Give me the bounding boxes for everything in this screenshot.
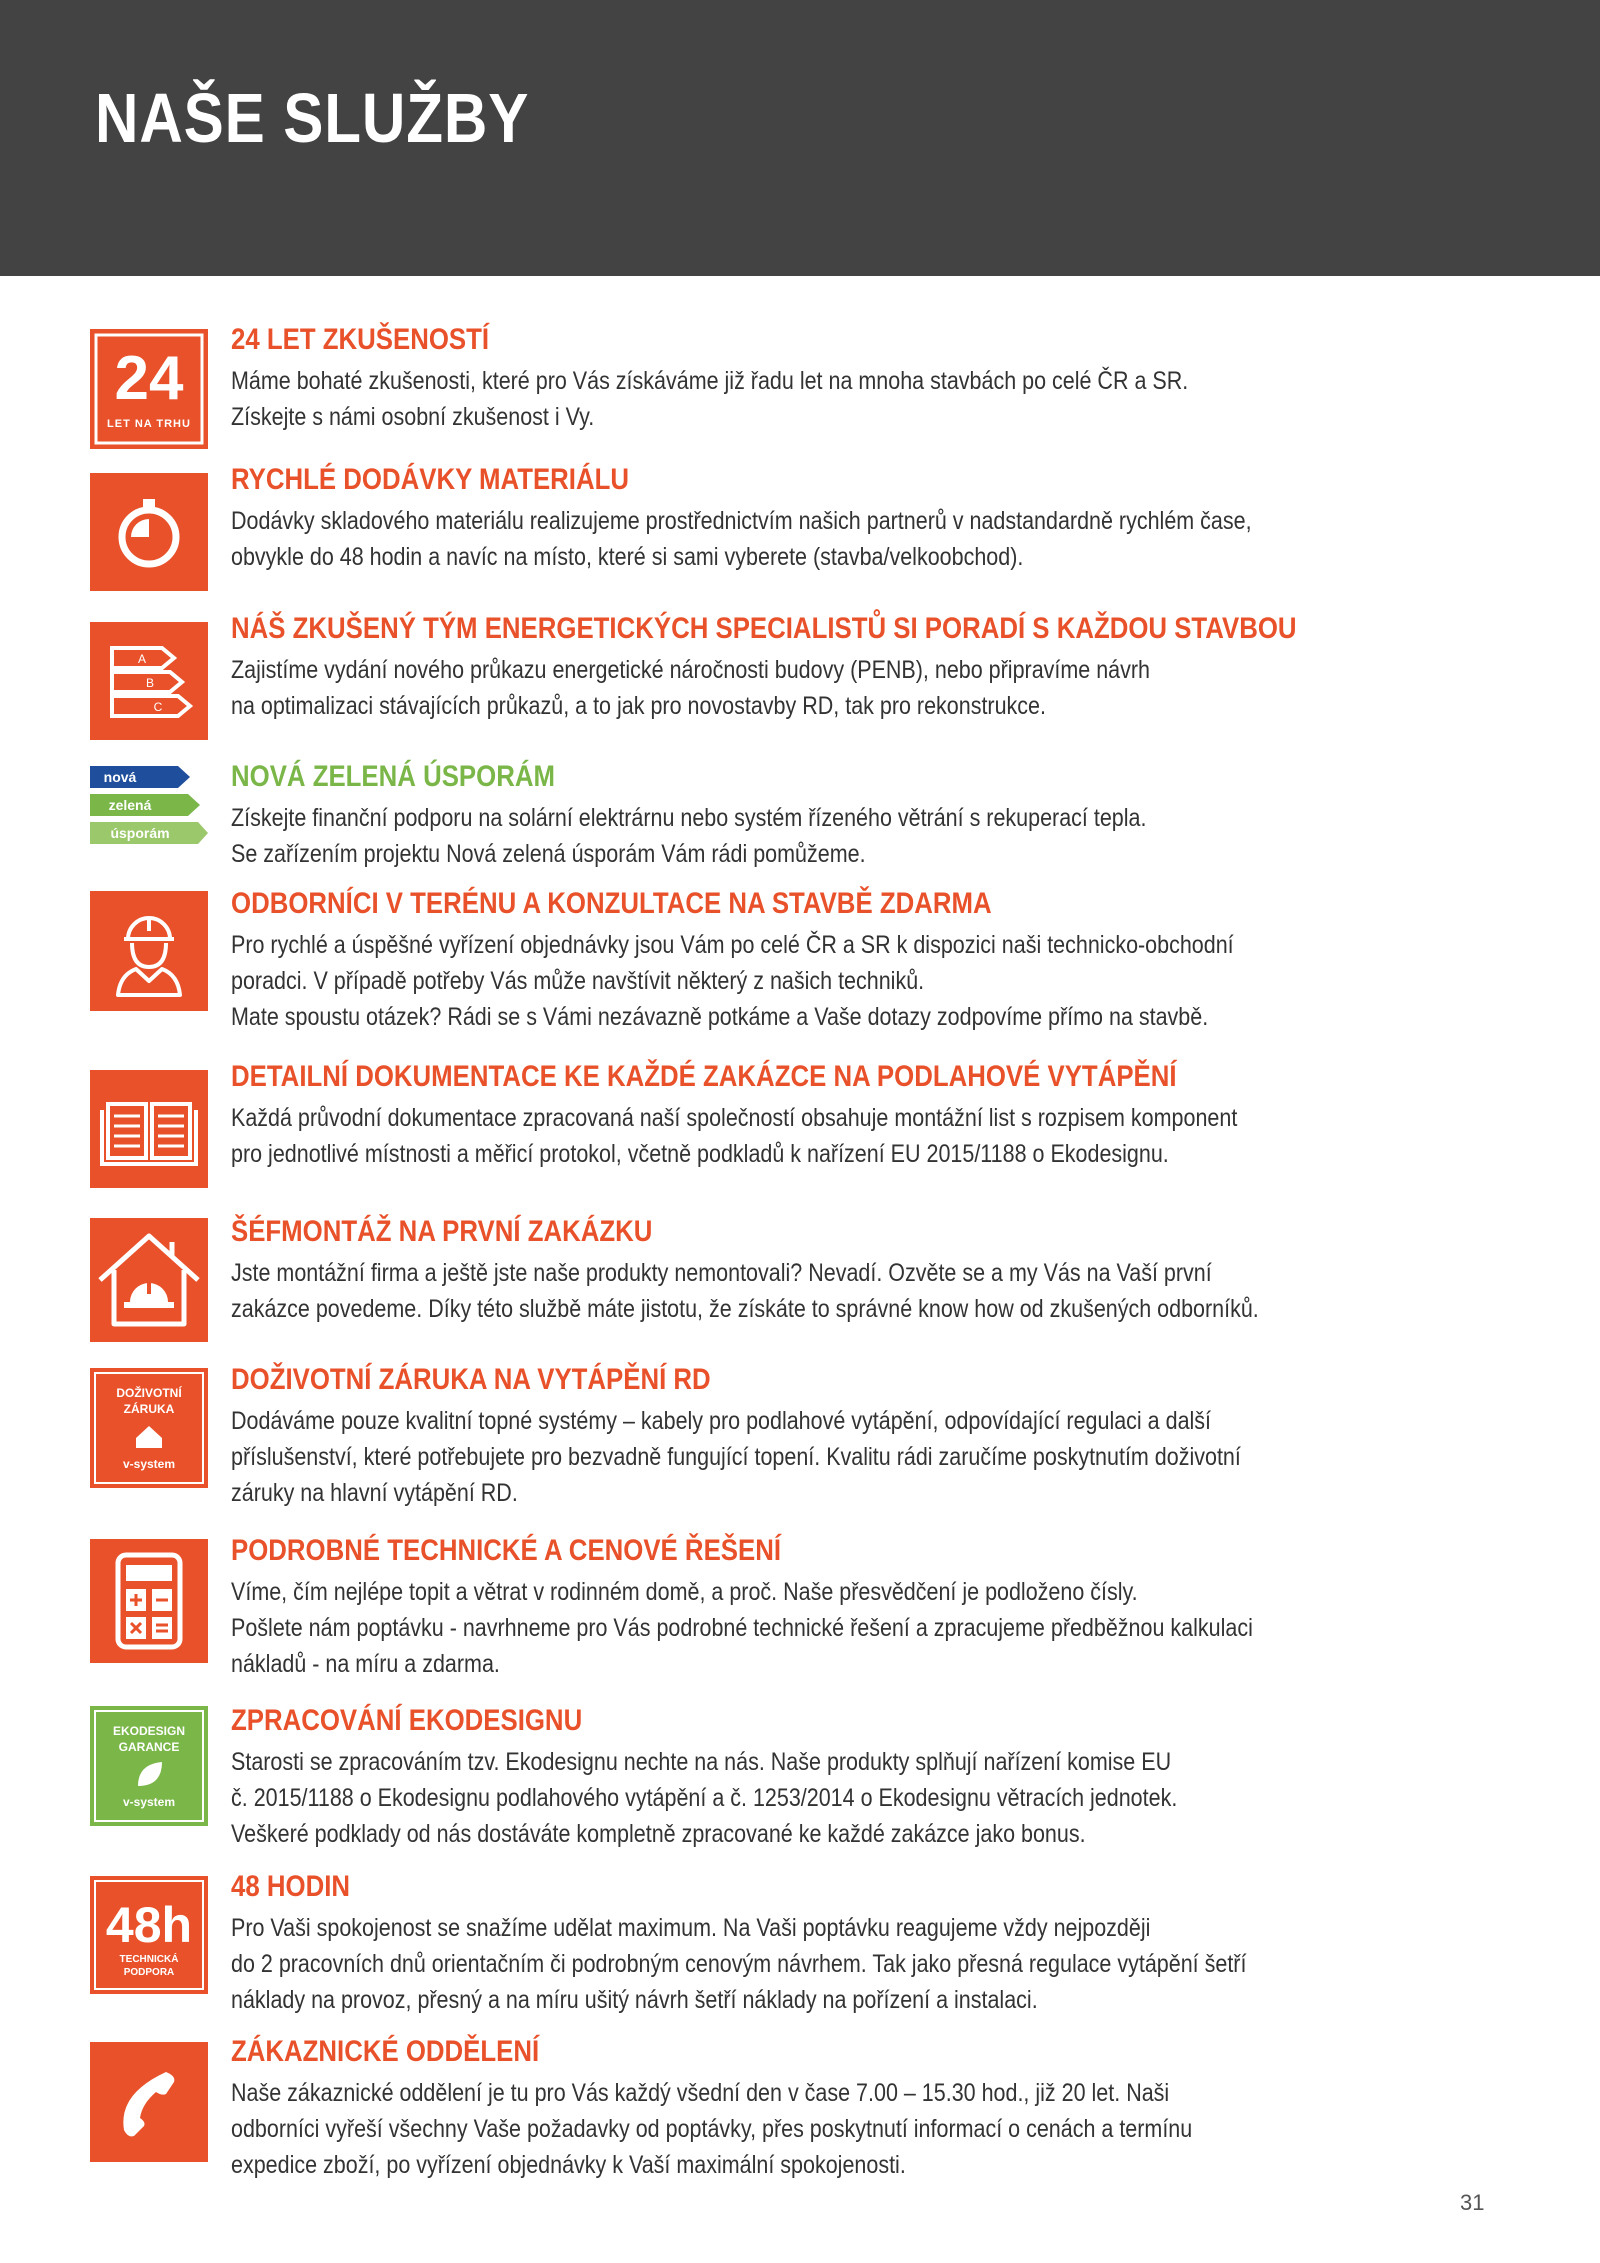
service-text bbox=[231, 1704, 1481, 1852]
icon-label: 48h bbox=[105, 1897, 193, 1953]
icon-label: nová bbox=[103, 769, 137, 785]
service-description-line: odborníci vyřeší všechny Vaše požadavky od poptávky, přes poskytnutí informací o cenách a termínu bbox=[231, 2115, 1193, 2143]
service-text bbox=[231, 887, 1481, 1035]
service-description-line: Pošlete nám poptávku - navrhneme pro Vás podrobné technické řešení a zpracujeme předběžnou kalkulaci bbox=[231, 1614, 1253, 1642]
service-description-line: zakázce povedeme. Díky této službě máte jistotu, že získáte to správné know how od zkušených odborníků. bbox=[231, 1295, 1259, 1323]
service-description-line: Víme, čím nejlépe topit a větrat v rodinném domě, a proč. Naše přesvědčení je podloženo čísly. bbox=[231, 1578, 1138, 1606]
icon-label: DOŽIVOTNÍ bbox=[116, 1386, 182, 1400]
service-description bbox=[231, 800, 1487, 872]
icon-label: v-system bbox=[122, 1457, 176, 1471]
technician-icon bbox=[90, 891, 208, 1011]
service-description bbox=[231, 503, 1487, 575]
service-description-line: Získejte finanční podporu na solární elektrárnu nebo systém řízeného větrání s rekuperací tepla. bbox=[231, 804, 1147, 832]
service-text bbox=[231, 1215, 1481, 1327]
icon-label: zelená bbox=[108, 797, 152, 813]
service-text bbox=[231, 760, 1481, 872]
service-description-line: příslušenství, které potřebujete pro bezvadně fungující topení. Kvalitu rádi zaručíme poskytnutím doživotní bbox=[231, 1443, 1241, 1471]
service-description bbox=[231, 1255, 1487, 1327]
service-title: ŠÉFMONTÁŽ NA PRVNÍ ZAKÁZKU bbox=[231, 1215, 653, 1248]
service-text bbox=[231, 1363, 1481, 1511]
service-description-line: nákladů - na míru a zdarma. bbox=[231, 1650, 500, 1678]
service-text bbox=[231, 612, 1481, 724]
service-title: RYCHLÉ DODÁVKY MATERIÁLU bbox=[231, 463, 630, 496]
service-description-line: záruky na hlavní vytápění RD. bbox=[231, 1479, 518, 1507]
icon-label: C bbox=[153, 700, 163, 714]
icon-label: ZÁRUKA bbox=[123, 1402, 175, 1416]
service-description-line: Naše zákaznické oddělení je tu pro Vás každý všední den v čase 7.00 – 15.30 hod., již 20 let. Naši bbox=[231, 2079, 1170, 2107]
service-description bbox=[231, 1744, 1487, 1852]
ecodesign-badge-icon bbox=[90, 1706, 208, 1826]
service-description bbox=[231, 1100, 1487, 1172]
service-description-line: č. 2015/1188 o Ekodesignu podlahového vytápění a č. 1253/2014 o Ekodesignu větracích jednotek. bbox=[231, 1784, 1178, 1812]
service-description-line: Zajistíme vydání nového průkazu energetické náročnosti budovy (PENB), nebo připravíme návrh bbox=[231, 656, 1151, 684]
service-title: ZPRACOVÁNÍ EKODESIGNU bbox=[231, 1704, 583, 1737]
service-title: ODBORNÍCI V TERÉNU A KONZULTACE NA STAVBĚ ZDARMA bbox=[231, 887, 992, 920]
service-description-line: Mate spoustu otázek? Rádi se s Vámi nezávazně potkáme a Vaše dotazy zodpovíme přímo na stavbě. bbox=[231, 1003, 1209, 1031]
service-title: NOVÁ ZELENÁ ÚSPORÁM bbox=[231, 760, 555, 793]
service-text bbox=[231, 1534, 1481, 1682]
service-description-line: Dodávky skladového materiálu realizujeme prostřednictvím našich partnerů v nadstandardně rychlém čase, bbox=[231, 507, 1252, 535]
service-description bbox=[231, 363, 1487, 435]
icon-label: EKODESIGN bbox=[112, 1724, 186, 1738]
service-text bbox=[231, 1060, 1481, 1172]
service-description-line: Získejte s námi osobní zkušenost i Vy. bbox=[231, 403, 595, 431]
service-title: NÁŠ ZKUŠENÝ TÝM ENERGETICKÝCH SPECIALISTŮ SI PORADÍ S KAŽDOU STAVBOU bbox=[231, 612, 1297, 645]
service-title: DETAILNÍ DOKUMENTACE KE KAŽDÉ ZAKÁZCE NA PODLAHOVÉ VYTÁPĚNÍ bbox=[231, 1060, 1177, 1093]
service-title: 24 LET ZKUŠENOSTÍ bbox=[231, 323, 490, 356]
page-title: NAŠE SLUŽBY bbox=[95, 79, 530, 157]
icon-label: PODPORA bbox=[123, 1967, 175, 1978]
energy-label-icon bbox=[90, 622, 208, 740]
service-text bbox=[231, 463, 1481, 575]
warranty-badge-icon bbox=[90, 1368, 208, 1488]
years-small-text: LET NA TRHU bbox=[107, 418, 191, 430]
service-text bbox=[231, 323, 1481, 435]
calculator-icon bbox=[90, 1539, 208, 1663]
service-description bbox=[231, 652, 1487, 724]
service-title: PODROBNÉ TECHNICKÉ A CENOVÉ ŘEŠENÍ bbox=[231, 1534, 781, 1567]
service-description bbox=[231, 1403, 1487, 1511]
icon-label: úsporám bbox=[110, 825, 170, 841]
service-description-line: expedice zboží, po vyřízení objednávky k Vaší maximální spokojenosti. bbox=[231, 2151, 906, 2179]
24-years-icon bbox=[90, 329, 208, 449]
service-description-line: Každá průvodní dokumentace zpracovaná naší společností obsahuje montážní list s rozpisem komponent bbox=[231, 1104, 1238, 1132]
service-description-line: Se zařízením projektu Nová zelená úsporám Vám rádi pomůžeme. bbox=[231, 840, 866, 868]
page-header bbox=[0, 0, 1600, 276]
service-description-line: na optimalizaci stávajících průkazů, a to jak pro novostavby RD, tak pro rekonstrukce. bbox=[231, 692, 1046, 720]
service-description-line: Veškeré podklady od nás dostáváte kompletně zpracované ke každé zakázce jako bonus. bbox=[231, 1820, 1086, 1848]
icon-label: TECHNICKÁ bbox=[119, 1954, 179, 1965]
service-description bbox=[231, 1910, 1487, 2018]
service-description-line: Starosti se zpracováním tzv. Ekodesignu nechte na nás. Naše produkty splňují nařízení komise EU bbox=[231, 1748, 1172, 1776]
service-description-line: do 2 pracovních dnů orientačním či podrobným cenovým návrhem. Tak jako přesná regulace vytápění šetří bbox=[231, 1950, 1247, 1978]
service-text bbox=[231, 2035, 1481, 2183]
service-description-line: Pro rychlé a úspěšné vyřízení objednávky jsou Vám po celé ČR a SR k dispozici naši technicko-obchodní bbox=[231, 931, 1234, 959]
service-description-line: Dodáváme pouze kvalitní topné systémy – kabely pro podlahové vytápění, odpovídající regulaci a další bbox=[231, 1407, 1212, 1435]
page-number: 31 bbox=[1460, 2190, 1485, 2215]
service-title: ZÁKAZNICKÉ ODDĚLENÍ bbox=[231, 2035, 540, 2068]
service-text bbox=[231, 1870, 1481, 2018]
service-description-line: náklady na provoz, přesný a na míru ušitý návrh šetří náklady na pořízení a instalaci. bbox=[231, 1986, 1038, 2014]
service-description bbox=[231, 2075, 1487, 2183]
nzu-logo-icon bbox=[90, 760, 208, 870]
icon-label: v-system bbox=[122, 1795, 176, 1809]
house-helmet-icon bbox=[90, 1218, 208, 1342]
service-description bbox=[231, 927, 1487, 1035]
service-title: DOŽIVOTNÍ ZÁRUKA NA VYTÁPĚNÍ RD bbox=[231, 1363, 711, 1396]
service-description bbox=[231, 1574, 1487, 1682]
service-description-line: Pro Vaši spokojenost se snažíme udělat maximum. Na Vaši poptávku reagujeme vždy nejpozději bbox=[231, 1914, 1151, 1942]
service-description-line: pro jednotlivé místnosti a měřicí protokol, včetně podkladů k nařízení EU 2015/1188 o Ekodesignu. bbox=[231, 1140, 1169, 1168]
48h-icon bbox=[90, 1876, 208, 1994]
service-description-line: Máme bohaté zkušenosti, které pro Vás získáváme již řadu let na mnoha stavbách po celé ČR a SR. bbox=[231, 367, 1189, 395]
icon-label: GARANCE bbox=[118, 1740, 180, 1754]
service-title: 48 HODIN bbox=[231, 1870, 351, 1903]
icon-label: A bbox=[137, 652, 147, 666]
icon-label: B bbox=[145, 676, 155, 690]
service-description-line: Jste montážní firma a ještě jste naše produkty nemontovali? Nevadí. Ozvěte se a my Vás na Vaší první bbox=[231, 1259, 1212, 1287]
stopwatch-icon bbox=[90, 473, 208, 591]
service-description-line: obvykle do 48 hodin a navíc na místo, které si sami vyberete (stavba/velkoobchod). bbox=[231, 543, 1024, 571]
service-description-line: poradci. V případě potřeby Vás může navštívit některý z našich techniků. bbox=[231, 967, 925, 995]
years-big-text: 24 bbox=[114, 344, 184, 413]
phone-icon bbox=[90, 2042, 208, 2162]
book-icon bbox=[90, 1070, 208, 1188]
